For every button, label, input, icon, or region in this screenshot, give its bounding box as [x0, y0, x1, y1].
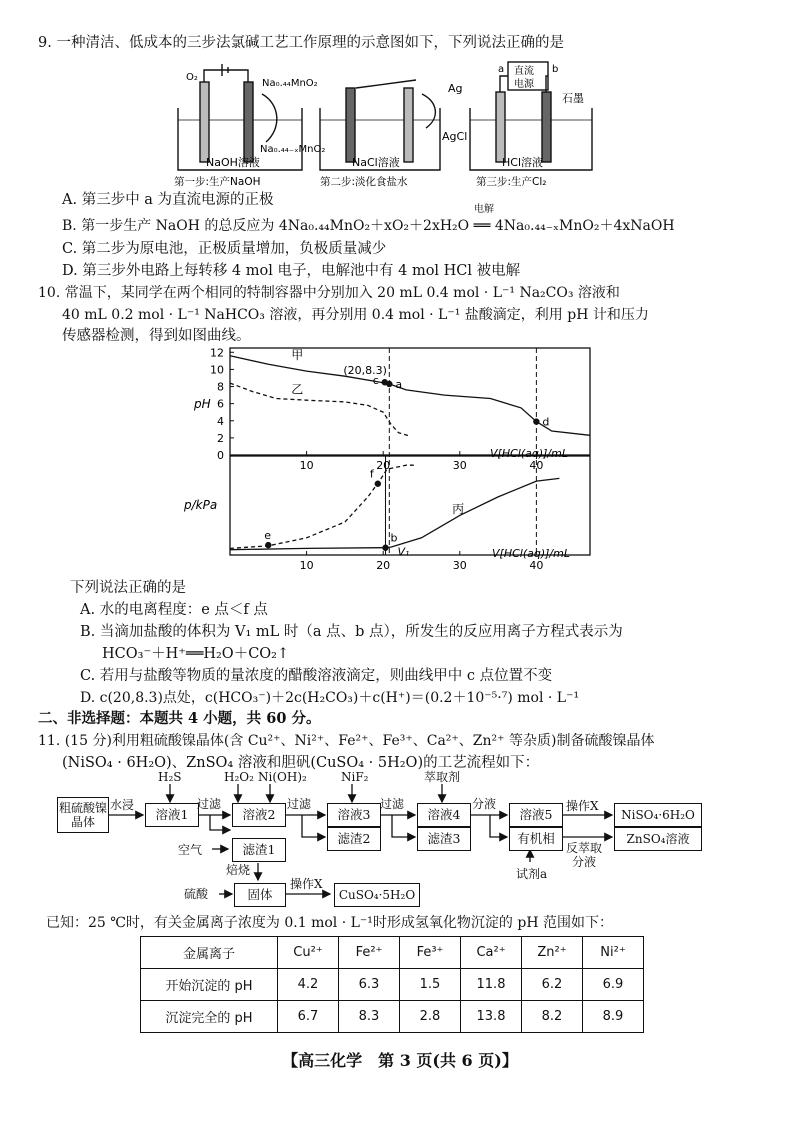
table-cell: 11.8: [461, 969, 522, 1001]
y-tick-label: 8: [217, 380, 224, 394]
x-tick-label: 20: [376, 459, 391, 472]
q11-stem-1: 11. (15 分)利用粗硫酸镍晶体(含 Cu²⁺、Ni²⁺、Fe²⁺、Fe³⁺、Ca²⁺、Zn²⁺ 等杂质)制备硫酸镍晶体: [38, 733, 655, 749]
table-cell: Fe²⁺: [339, 937, 400, 969]
point-e: [265, 542, 271, 548]
point-e-label: e: [264, 529, 272, 543]
h2o2-label: H₂O₂: [224, 770, 254, 784]
table-cell: 2.8: [400, 1001, 461, 1033]
reagent-a-label: 试剂a: [516, 867, 548, 881]
table-header-row: [141, 937, 644, 969]
residue1-box: 滤渣1: [232, 838, 286, 862]
point-c: [382, 379, 388, 385]
series-label: 甲: [291, 348, 304, 363]
q9-option-c: C. 第二步为原电池，正极质量增加，负极质量减少: [62, 241, 387, 257]
solution5-box: 溶液5: [509, 803, 563, 827]
back-extraction-label: 反萃取: [566, 841, 603, 855]
y-tick-label: 2: [217, 431, 224, 445]
hcl-sol-label: HCl溶液: [502, 156, 544, 169]
solution3-box: 溶液3: [327, 803, 381, 827]
separation-label: 分液: [472, 797, 497, 811]
q9-option-a: A. 第三步中 a 为直流电源的正极: [62, 192, 274, 208]
x-tick-label: 40: [529, 559, 544, 572]
y-tick-label: 6: [217, 397, 224, 411]
q9-diagram: [170, 58, 610, 188]
electrolysis-label: 电解: [474, 204, 494, 215]
b-label: b: [552, 64, 559, 75]
operation-x-label: 操作X: [566, 799, 599, 813]
x-axis-label-top: V[HCl(aq)]/mL: [490, 447, 568, 460]
table-row: [141, 969, 644, 1001]
table-cell: Ni²⁺: [583, 937, 644, 969]
section-2-title: 二、非选择题：本题共 4 小题，共 60 分。: [38, 710, 321, 727]
y-tick-label: 10: [210, 363, 224, 377]
nif2-label: NiF₂: [341, 770, 369, 784]
y-tick-label: 0: [217, 449, 224, 462]
q10-after: 下列说法正确的是: [70, 580, 186, 596]
solution1-box: 溶液1: [145, 803, 199, 827]
y-tick-label: 4: [217, 414, 224, 428]
water-leach-label: 水浸: [110, 798, 135, 812]
q9-stem: 9. 一种清洁、低成本的三步法氯碱工艺工作原理的示意图如下，下列说法正确的是: [38, 35, 564, 51]
ag-label: Ag: [448, 82, 463, 95]
filter1-label: 过滤: [197, 797, 222, 811]
operation-x2-label: 操作X: [290, 877, 323, 891]
solid-box: 固体: [234, 883, 286, 907]
table-cell: Fe³⁺: [400, 937, 461, 969]
point-d-label: d: [542, 415, 550, 429]
known-condition: 已知：25 ℃时，有关金属离子浓度为 0.1 mol · L⁻¹时形成氢氧化物沉淀的 pH 范围如下：: [46, 915, 613, 931]
solution4-box: 溶液4: [417, 803, 471, 827]
coordinate-label: (20,8.3): [343, 363, 387, 377]
q10-stem-3: 传感器检测，得到如图曲线。: [62, 328, 251, 344]
point-b-label: b: [390, 531, 398, 545]
nacl-sol-label: NaCl溶液: [352, 156, 400, 169]
x-axis-label-bottom: V[HCl(aq)]/mL: [492, 547, 570, 560]
table-cell: 6.7: [278, 1001, 339, 1033]
q10-option-b: B. 当滴加盐酸的体积为 V₁ mL 时（a 点、b 点），所发生的反应用离子方程式表示为: [80, 624, 623, 640]
q10-option-d: D. c(20,8.3)点处，c(HCO₃⁻)＋2c(H₂CO₃)＋c(H⁺)＝(0.2＋10⁻⁵·⁷) mol · L⁻¹: [80, 690, 580, 706]
table-cell: 开始沉淀的 pH: [141, 969, 278, 1001]
v1-label: V₁: [397, 545, 410, 559]
residue3-box: 滤渣3: [417, 827, 471, 851]
q10-option-c: C. 若用与盐酸等物质的量浓度的醋酸溶液滴定，则曲线甲中 c 点位置不变: [80, 668, 553, 684]
x-tick-label: 40: [529, 459, 544, 472]
series-label: 丙: [452, 501, 465, 516]
agcl-label: AgCl: [442, 130, 468, 143]
cuso4-product-box: CuSO₄·5H₂O: [334, 883, 420, 907]
step1-label: 第一步:生产NaOH: [174, 176, 261, 188]
graphite-label: 石墨: [562, 92, 584, 105]
series-丙: [230, 465, 414, 548]
y-tick-label: 12: [210, 346, 224, 360]
step3-label: 第三步:生产Cl₂: [476, 176, 547, 188]
point-f: [375, 481, 381, 487]
q10-chart: [180, 340, 600, 572]
o2-label: O₂: [186, 72, 198, 83]
table-cell: 6.3: [339, 969, 400, 1001]
x-tick-label: 10: [299, 459, 314, 472]
table-row: [141, 1001, 644, 1033]
residue2-box: 滤渣2: [327, 827, 381, 851]
y-axis-label-pressure: p/kPa: [184, 497, 218, 512]
table-cell: 8.3: [339, 1001, 400, 1033]
table-cell: 4.2: [278, 969, 339, 1001]
q10-stem-1: 10. 常温下，某同学在两个相同的特制容器中分别加入 20 mL 0.4 mol · L⁻¹ Na₂CO₃ 溶液和: [38, 285, 620, 301]
organic-phase-box: 有机相: [509, 827, 563, 851]
x-tick-label: 20: [376, 559, 391, 572]
table-cell: 6.2: [522, 969, 583, 1001]
roast-label: 焙烧: [226, 863, 251, 877]
x-tick-label: 30: [452, 459, 467, 472]
filter2-label: 过滤: [287, 797, 312, 811]
step2-label: 第二步:淡化食盐水: [320, 176, 408, 188]
naoh-sol-label: NaOH溶液: [206, 156, 260, 169]
power-label-2: 电源: [514, 79, 534, 90]
table-cell: Cu²⁺: [278, 937, 339, 969]
table-cell: Ca²⁺: [461, 937, 522, 969]
table-cell: 1.5: [400, 969, 461, 1001]
point-d: [533, 418, 539, 424]
q11-stem-2: (NiSO₄ · 6H₂O)、ZnSO₄ 溶液和胆矾(CuSO₄ · 5H₂O)的工艺流程如下：: [62, 755, 540, 771]
sulfuric-acid-label: 硫酸: [184, 887, 209, 901]
q9-option-d: D. 第三步外电路上每转移 4 mol 电子，电解池中有 4 mol HCl 被电解: [62, 263, 521, 279]
y-axis-label-ph: pH: [194, 396, 211, 411]
series-label: 乙: [291, 382, 304, 397]
table-cell: 金属离子: [141, 937, 278, 969]
x-tick-label: 30: [452, 559, 467, 572]
x-tick-label: 10: [299, 559, 314, 572]
precipitation-ph-table: [140, 936, 644, 1033]
q9-option-b: B. 第一步生产 NaOH 的总反应为 4Na₀.₄₄MnO₂＋xO₂＋2xH₂O ══ 4Na₀.₄₄₋ₓMnO₂＋4xNaOH: [62, 218, 675, 234]
na044x-label: Na₀.₄₄₋ₓMnO₂: [260, 144, 326, 155]
point-f-label: f: [369, 467, 374, 481]
table-cell: Zn²⁺: [522, 937, 583, 969]
separation2-label: 分液: [572, 855, 597, 869]
point-a-label: a: [395, 377, 403, 391]
air-label: 空气: [178, 843, 203, 857]
page-footer: 【高三化学 第 3 页(共 6 页)】: [282, 1051, 518, 1070]
table-cell: 沉淀完全的 pH: [141, 1001, 278, 1033]
filter3-label: 过滤: [380, 797, 405, 811]
nioh2-label: Ni(OH)₂: [258, 770, 307, 784]
q10-stem-2: 40 mL 0.2 mol · L⁻¹ NaHCO₃ 溶液，再分别用 0.4 mol · L⁻¹ 盐酸滴定，利用 pH 计和压力: [62, 307, 649, 323]
q10-option-a: A. 水的电离程度：e 点＜f 点: [80, 602, 268, 618]
h2s-label: H₂S: [158, 770, 182, 784]
table-cell: 13.8: [461, 1001, 522, 1033]
power-label-1: 直流: [514, 66, 534, 77]
q10-option-b-equation: HCO₃⁻＋H⁺══H₂O＋CO₂↑: [102, 646, 290, 662]
table-cell: 6.9: [583, 969, 644, 1001]
table-cell: 8.2: [522, 1001, 583, 1033]
point-b: [382, 545, 388, 551]
point-c-label: c: [372, 374, 379, 388]
series-乙: [230, 383, 410, 436]
a-label: a: [498, 64, 505, 75]
raw-crystal-box: 粗硫酸镍晶体: [57, 797, 109, 833]
solution2-box: 溶液2: [232, 803, 286, 827]
extractant-label: 萃取剂: [424, 770, 461, 784]
niso4-product-box: NiSO₄·6H₂O: [614, 803, 702, 827]
znso4-product-box: ZnSO₄溶液: [614, 827, 702, 851]
na044-label: Na₀.₄₄MnO₂: [262, 78, 318, 89]
table-cell: 8.9: [583, 1001, 644, 1033]
